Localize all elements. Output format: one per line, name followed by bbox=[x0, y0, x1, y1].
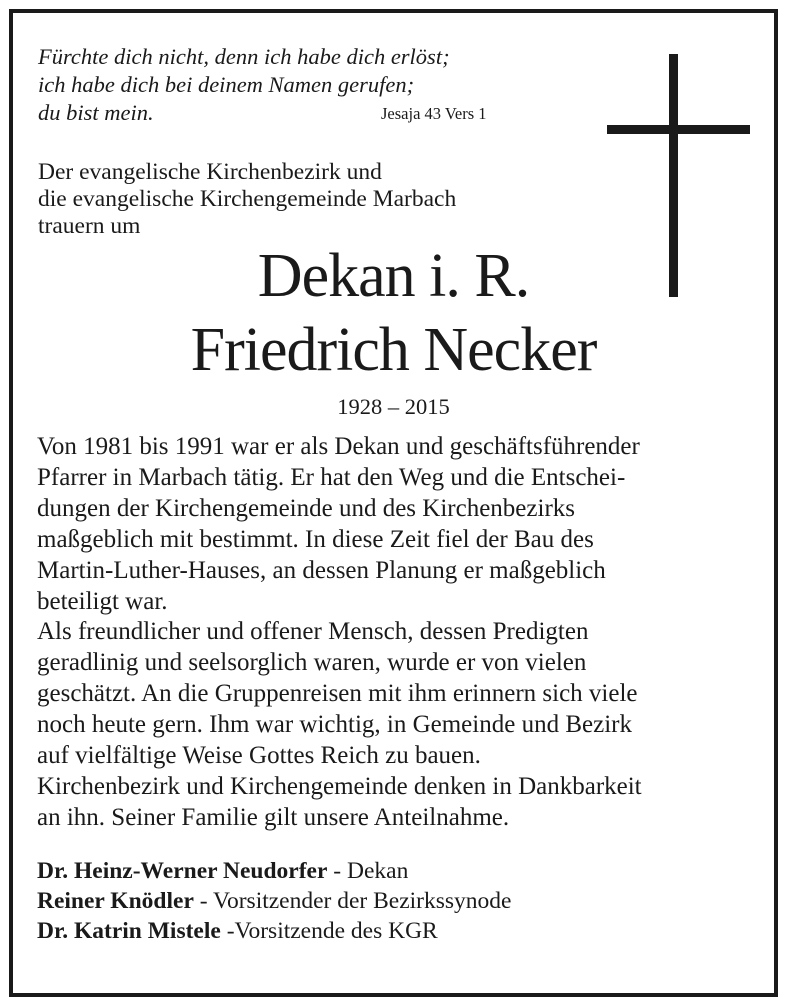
text-line: an ihn. Seiner Familie gilt unsere Anteilnahme. bbox=[37, 803, 510, 831]
signatory-name: Reiner Knödler bbox=[37, 888, 194, 914]
verse-line: Fürchte dich nicht, denn ich habe dich erlöst; bbox=[38, 44, 450, 69]
text-line: beteiligt war. bbox=[37, 587, 168, 615]
signature-line bbox=[37, 856, 511, 886]
intro-line: die evangelische Kirchengemeinde Marbach bbox=[38, 186, 457, 212]
intro-line: Der evangelische Kirchenbezirk und bbox=[38, 159, 382, 185]
cross-horizontal-bar bbox=[607, 125, 750, 134]
text-line: maßgeblich mit bestimmt. In diese Zeit fiel der Bau des bbox=[37, 525, 594, 553]
text-line: geradlinig und seelsorglich waren, wurde er von vielen bbox=[37, 649, 587, 677]
signatory-name: Dr. Heinz-Werner Neudorfer bbox=[37, 858, 328, 884]
life-years: 1928 – 2015 bbox=[337, 394, 450, 419]
text-line: geschätzt. An die Gruppenreisen mit ihm erinnern sich viele bbox=[37, 680, 638, 708]
text-line: Pfarrer in Marbach tätig. Er hat den Weg und die Entschei- bbox=[37, 463, 626, 491]
verse-reference: Jesaja 43 Vers 1 bbox=[381, 104, 487, 123]
text-line: dungen der Kirchengemeinde und des Kirchenbezirks bbox=[37, 494, 576, 522]
text-line: Von 1981 bis 1991 war er als Dekan und geschäftsführender bbox=[37, 433, 640, 460]
obituary-text bbox=[37, 432, 642, 834]
signatory-name: Dr. Katrin Mistele bbox=[37, 918, 221, 944]
signatory-role: - Vorsitzender der Bezirkssynode bbox=[193, 888, 512, 914]
verse-line: du bist mein. bbox=[38, 100, 154, 125]
text-line: noch heute gern. Ihm war wichtig, in Gemeinde und Bezirk bbox=[37, 711, 632, 739]
deceased-name: Friedrich Necker bbox=[190, 316, 597, 384]
text-line: Kirchenbezirk und Kirchengemeinde denken in Dankbarkeit bbox=[37, 772, 642, 800]
intro-line: trauern um bbox=[38, 213, 141, 239]
signature-line bbox=[37, 886, 511, 916]
verse-line: ich habe dich bei deinem Namen gerufen; bbox=[38, 72, 415, 97]
text-line: Als freundlicher und offener Mensch, dessen Predigten bbox=[37, 618, 589, 646]
deceased-title: Dekan i. R. bbox=[257, 242, 530, 310]
mourners-intro bbox=[38, 159, 456, 240]
signature-line bbox=[37, 916, 511, 946]
signatures bbox=[37, 856, 511, 946]
text-line: Martin-Luther-Hauses, an dessen Planung er maßgeblich bbox=[37, 556, 606, 584]
text-line: auf vielfältige Weise Gottes Reich zu bauen. bbox=[37, 742, 481, 770]
signatory-role: -Vorsitzende des KGR bbox=[220, 918, 438, 944]
signatory-role: - Dekan bbox=[327, 858, 409, 884]
